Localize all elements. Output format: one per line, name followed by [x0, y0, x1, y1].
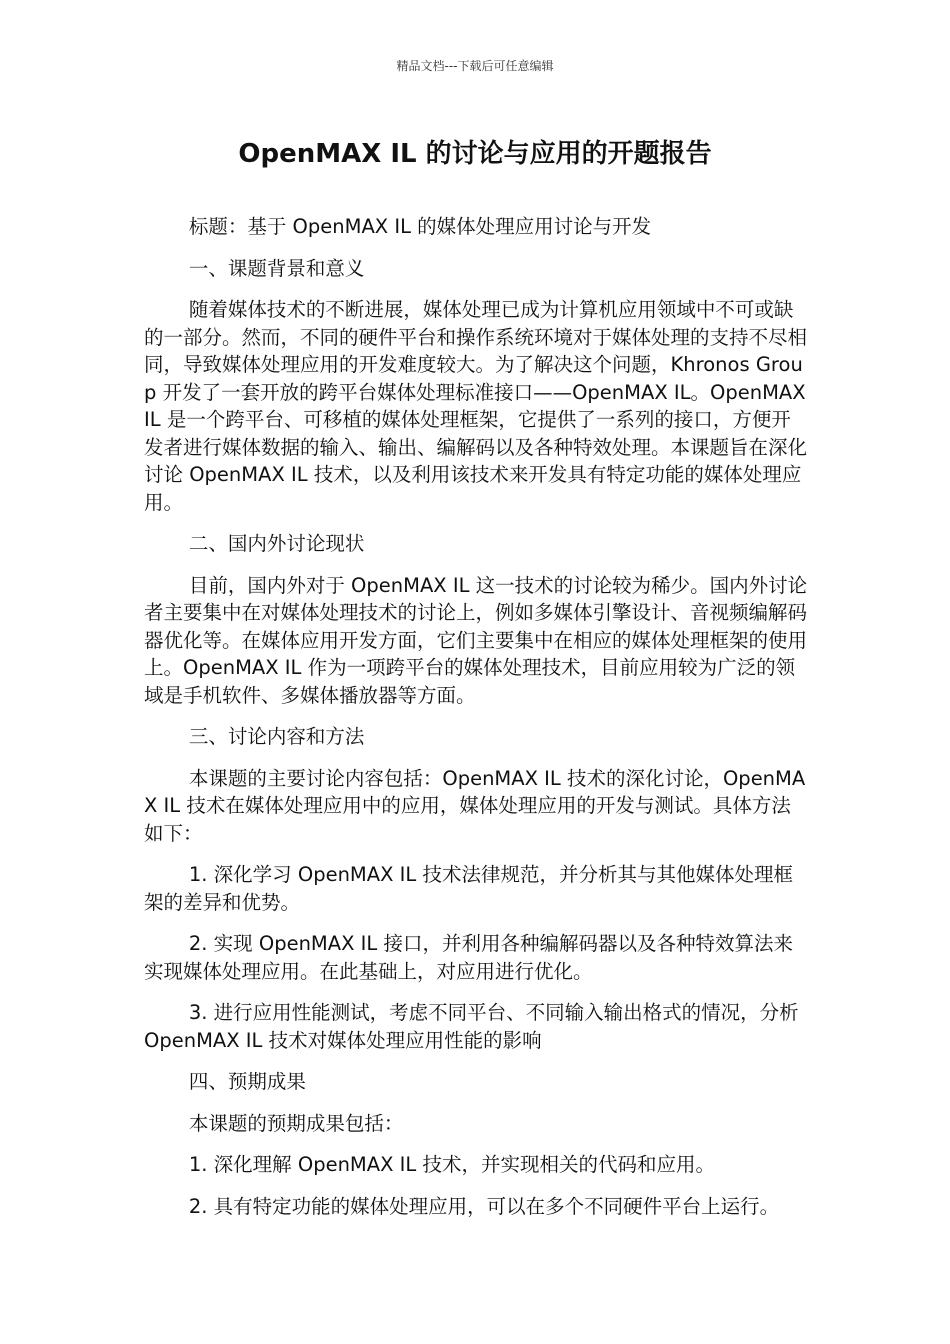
paragraph-background: 随着媒体技术的不断进展，媒体处理已成为计算机应用领域中不可或缺的一部分。然而，不同的硬件平台和操作系统环境对于媒体处理的支持不尽相同，导致媒体处理应用的开发难度较大。为了解决这个问题，Khronos Group 开发了一套开放的跨平台媒体处理标准接口——OpenMAX IL。OpenMAX IL 是一个跨平台、可移植的媒体处理框架，它提供了一系列的接口，方便开发者进行媒体数据的输入、输出、编解码以及各种特效处理。本课题旨在深化讨论 OpenMAX IL 技术，以及利用该技术来开发具有特定功能的媒体处理应用。 — [144, 298, 808, 514]
document-title: OpenMAX IL 的讨论与应用的开题报告 — [238, 139, 712, 169]
section-heading-methods: 三、讨论内容和方法 — [188, 725, 365, 748]
document-body — [144, 213, 808, 1234]
method-item-3: 3. 进行应用性能测试，考虑不同平台、不同输入输出格式的情况，分析 OpenMAX IL 技术对媒体处理应用性能的影响 — [144, 1001, 799, 1052]
method-item-2: 2. 实现 OpenMAX IL 接口，并利用各种编解码器以及各种特效算法来实现媒体处理应用。在此基础上，对应用进行优化。 — [144, 932, 793, 983]
paragraph-outcomes-intro: 本课题的预期成果包括： — [188, 1111, 404, 1135]
paragraph-status: 目前，国内外对于 OpenMAX IL 这一技术的讨论较为稀少。国内外讨论者主要集中在对媒体处理技术的讨论上，例如多媒体引擎设计、音视频编解码器优化等。在媒体应用开发方面，它们主要集中在相应的媒体处理框架的使用上。OpenMAX IL 作为一项跨平台的媒体处理技术，目前应用较为广泛的领域是手机软件、多媒体播放器等方面。 — [144, 573, 808, 707]
paragraph-methods: 本课题的主要讨论内容包括：OpenMAX IL 技术的深化讨论，OpenMAX IL 技术在媒体处理应用中的应用，媒体处理应用的开发与测试。具体方法如下： — [144, 766, 806, 845]
method-item-1: 1. 深化学习 OpenMAX IL 技术法律规范，并分析其与其他媒体处理框架的差异和优势。 — [144, 863, 793, 914]
section-heading-status: 二、国内外讨论现状 — [188, 532, 365, 555]
outcome-item-1: 1. 深化理解 OpenMAX IL 技术，并实现相关的代码和应用。 — [188, 1153, 715, 1176]
section-heading-outcomes: 四、预期成果 — [188, 1070, 306, 1093]
section-heading-background: 一、课题背景和意义 — [188, 256, 365, 280]
topic-line: 标题：基于 OpenMAX IL 的媒体处理应用讨论与开发 — [188, 215, 652, 238]
page-header-note: 精品文档---下载后可任意编辑 — [396, 59, 554, 73]
outcome-item-2: 2. 具有特定功能的媒体处理应用，可以在多个不同硬件平台上运行。 — [188, 1194, 780, 1218]
